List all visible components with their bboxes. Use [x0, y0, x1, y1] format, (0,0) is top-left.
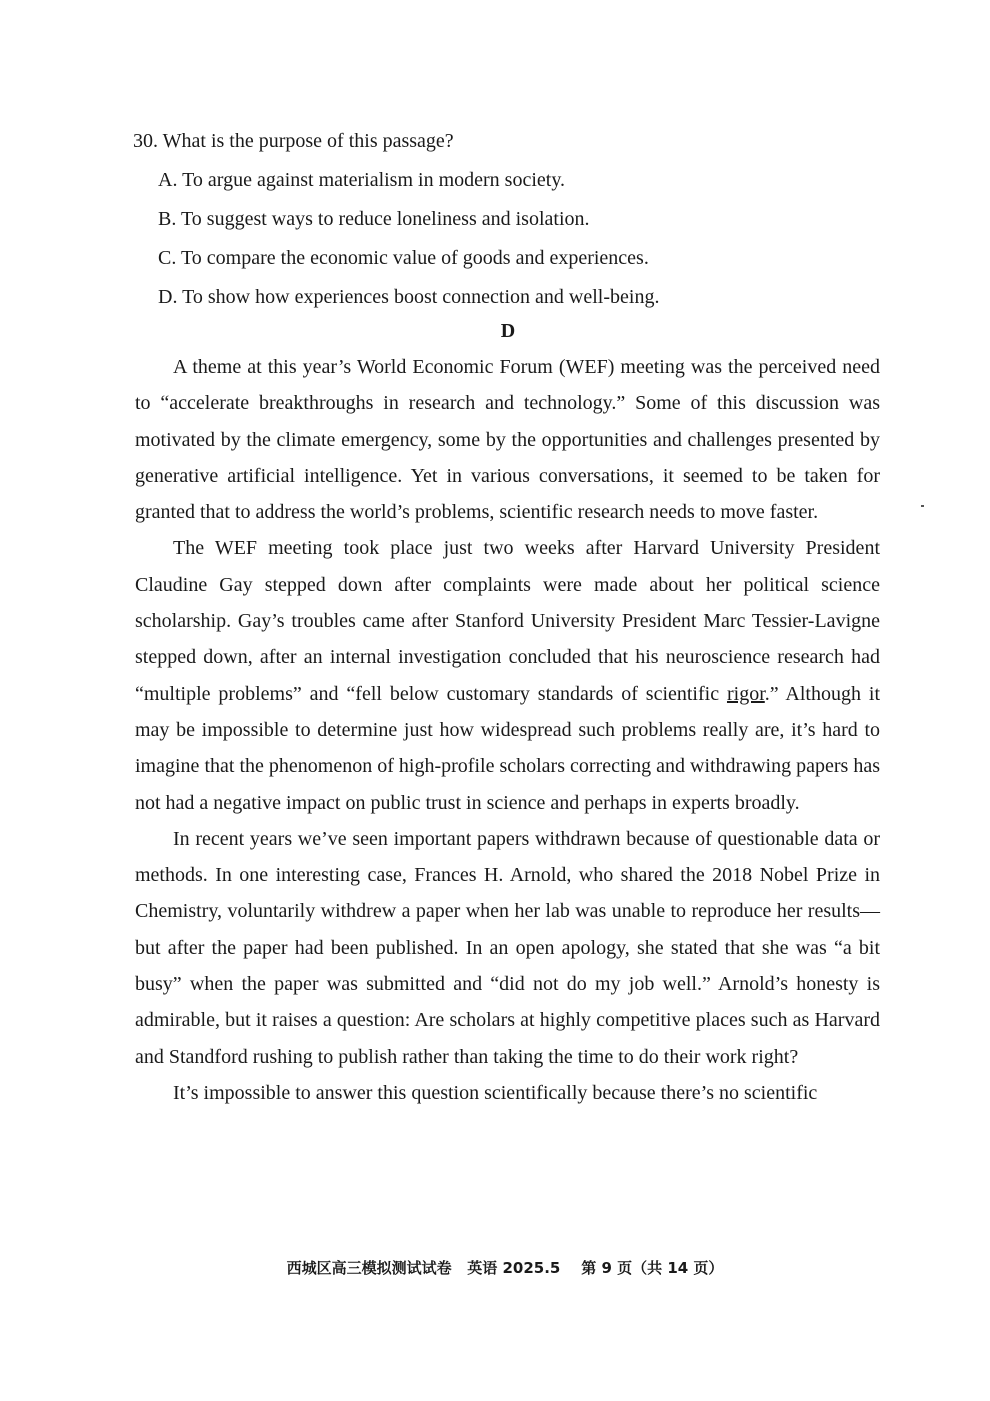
question-30 [133, 122, 893, 317]
paragraph-1: A theme at this year’s World Economic Forum (WEF) meeting was the perceived need to “accelerate breakthroughs in research and technology.” Some of this discussion was motivated by the climate emergency, some by the opportunities and challenges presented by generative artificial intelligence. Yet in various conversations, it seemed to be taken for granted that to address the world’s problems, scientific research needs to move faster. [135, 356, 880, 524]
section-heading: D [500, 320, 516, 342]
paragraph-4: It’s impossible to answer this question scientifically because there’s no scientific [173, 1081, 818, 1104]
scan-speck [921, 505, 924, 507]
underlined-word: rigor [726, 682, 765, 705]
reading-passage [135, 349, 880, 1111]
paragraph-2-text-end: .” Although it may be impossible to determine just how widespread such problems really are, it’s hard to imagine that the phenomenon of high-profile scholars correcting and withdrawing papers has not had a negative impact on public trust in science and perhaps in experts broadly. [135, 682, 880, 814]
question-stem: 30. What is the purpose of this passage? [133, 130, 454, 152]
option-a: A. To argue against materialism in modern society. [158, 169, 566, 191]
option-d: D. To show how experiences boost connection and well-being. [158, 286, 660, 308]
paragraph-2-text-start: The WEF meeting took place just two weeks after Harvard University President Claudine Gay stepped down after complaints were made about her political science scholarship. Gay’s troubles came after Stanford University President Marc Tessier-Lavigne stepped down, after an internal investigation concluded that his neuroscience research had “multiple problems” and “fell below customary standards of scientific [135, 537, 880, 705]
option-b: B. To suggest ways to reduce loneliness and isolation. [158, 208, 590, 230]
page-footer: 西城区高三模拟测试试卷 英语 2025.5 第 9 页（共 14 页） [286, 1259, 724, 1277]
option-c: C. To compare the economic value of goods and experiences. [158, 247, 649, 269]
paragraph-3: In recent years we’ve seen important papers withdrawn because of questionable data or methods. In one interesting case, Frances H. Arnold, who shared the 2018 Nobel Prize in Chemistry, voluntarily withdrew a paper when her lab was unable to reproduce her results—but after the paper had been published. In an open apology, she stated that she was “a bit busy” when the paper was submitted and “did not do my job well.” Arnold’s honesty is admirable, but it raises a question: Are scholars at highly competitive places such as Harvard and Standford rushing to publish rather than taking the time to do their work right? [135, 827, 880, 1068]
paragraph-2 [135, 530, 880, 820]
